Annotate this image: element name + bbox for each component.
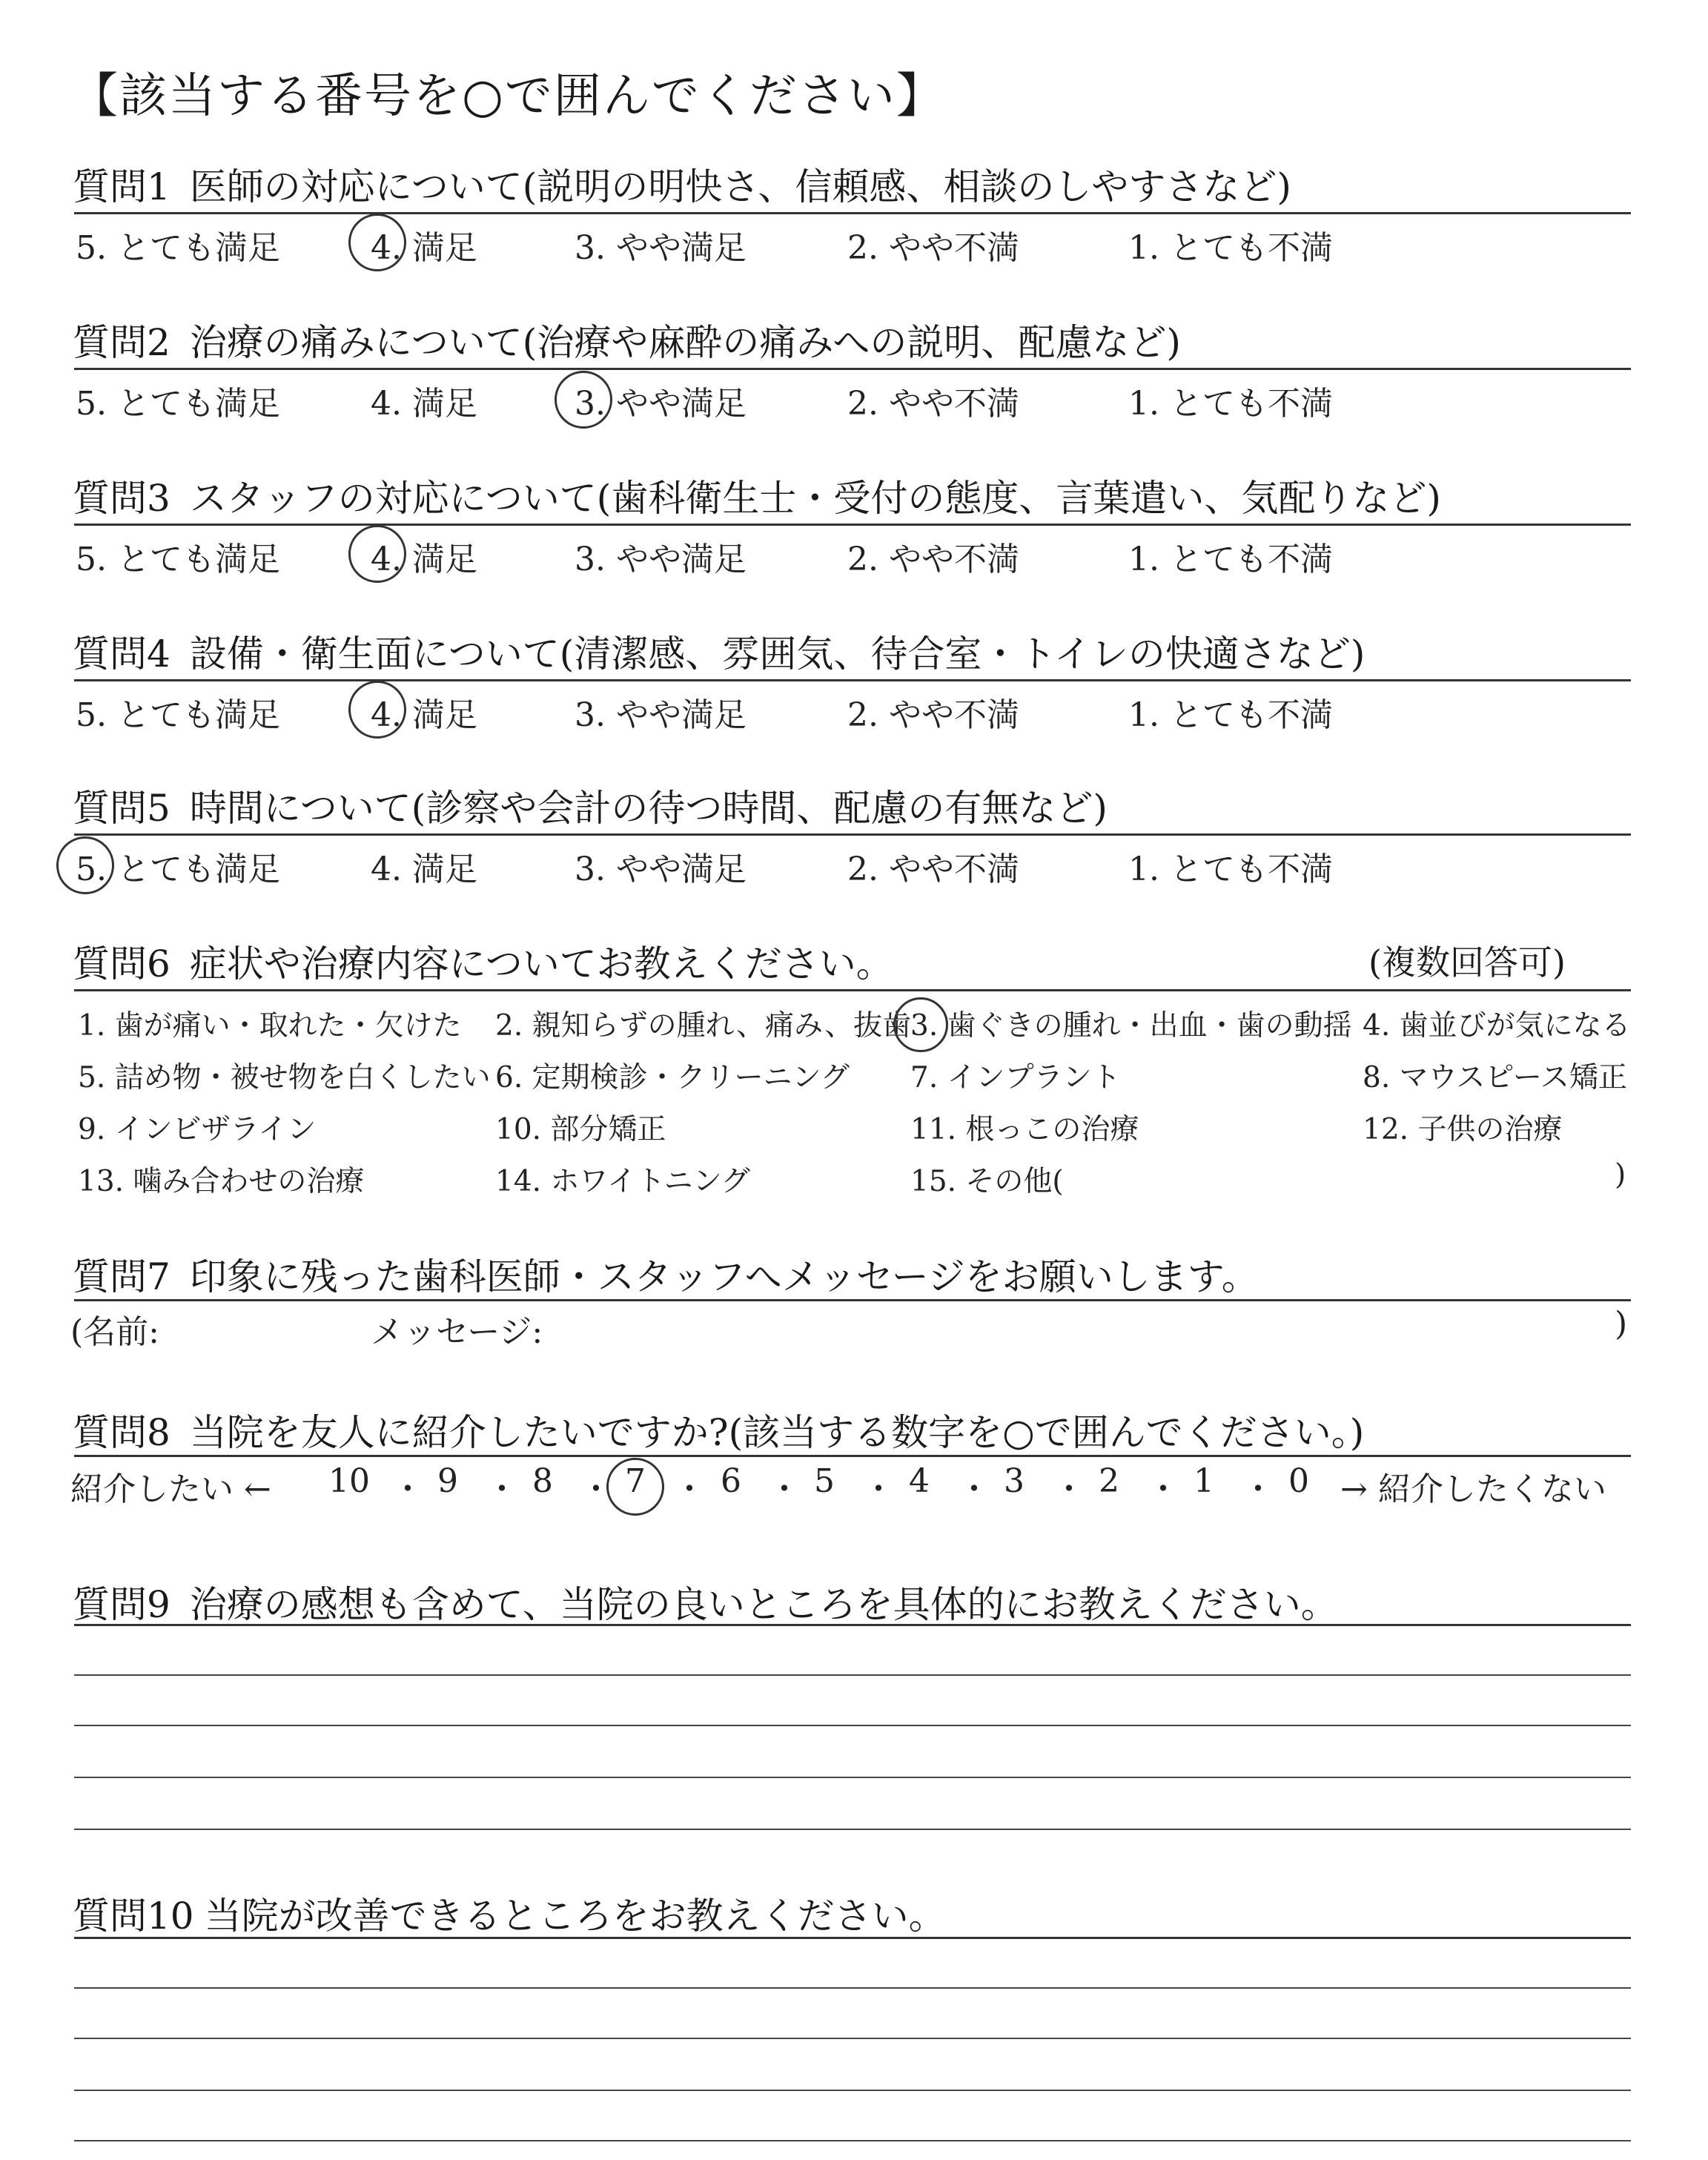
q8-scale-9[interactable]: 9 (437, 1462, 458, 1500)
q8-scale-8[interactable]: 8 (532, 1462, 553, 1500)
q3-option-2[interactable]: 2. やや不満 (847, 541, 1019, 578)
q1-option-4[interactable]: 4. 満足 (371, 229, 477, 267)
q4-option-1[interactable]: 1. とても不満 (1128, 696, 1333, 734)
q1-option-3[interactable]: 3. やや満足 (575, 229, 747, 267)
q5-rule (74, 833, 1631, 836)
q1-number: 質問1 (73, 165, 171, 208)
q10-writing-line[interactable] (74, 1987, 1631, 1989)
q2-option-3[interactable]: 3. やや満足 (575, 385, 747, 423)
q6-option-1[interactable]: 1. 歯が痛い・取れた・欠けた (78, 1009, 462, 1043)
q5-option-3[interactable]: 3. やや満足 (575, 851, 747, 888)
q6-text: 症状や治療内容についてお教えください。 (189, 942, 893, 985)
q6-option-10[interactable]: 10. 部分矯正 (495, 1113, 666, 1146)
q3-rule (74, 524, 1631, 526)
q8-scale-3[interactable]: 3 (1004, 1462, 1025, 1500)
q8-scale-dot: ・ (580, 1470, 612, 1508)
q6-option-12[interactable]: 12. 子供の治療 (1363, 1113, 1563, 1146)
q6-option-11[interactable]: 11. 根っこの治療 (910, 1113, 1139, 1146)
q2-option-2[interactable]: 2. やや不満 (847, 385, 1019, 423)
q6-option-2[interactable]: 2. 親知らずの腫れ、痛み、抜歯 (495, 1009, 912, 1043)
q4-text: 設備・衛生面について(清潔感、雰囲気、待合室・トイレの快適さなど) (189, 633, 1366, 676)
q8-scale-dot: ・ (1147, 1470, 1179, 1508)
q3-number: 質問3 (73, 477, 171, 520)
q8-scale-dot: ・ (768, 1470, 801, 1508)
q3-option-1[interactable]: 1. とても不満 (1128, 541, 1333, 578)
q6-option-8[interactable]: 8. マウスピース矯正 (1363, 1061, 1627, 1094)
q7-text: 印象に残った歯科医師・スタッフへメッセージをお願いします。 (189, 1255, 1259, 1298)
q8-scale-10[interactable]: 10 (328, 1462, 370, 1500)
q6-option-5[interactable]: 5. 詰め物・被せ物を白くしたい (78, 1061, 491, 1094)
q10-writing-line[interactable] (74, 2140, 1631, 2141)
q2-title (73, 313, 1181, 366)
q9-writing-line[interactable] (74, 1674, 1631, 1676)
q8-scale-dot: ・ (862, 1470, 895, 1508)
q8-scale-6[interactable]: 6 (721, 1462, 741, 1500)
q9-rule (74, 1624, 1631, 1626)
q6-option-9[interactable]: 9. インビザライン (78, 1113, 317, 1146)
q6-rule (74, 989, 1631, 991)
q8-scale-dot: ・ (391, 1470, 424, 1508)
q6-option-13[interactable]: 13. 噛み合わせの治療 (78, 1165, 365, 1198)
q7-name-label: (名前: (70, 1313, 159, 1351)
q9-writing-line[interactable] (74, 1777, 1631, 1778)
q3-option-4[interactable]: 4. 満足 (371, 541, 477, 578)
q8-scale-1[interactable]: 1 (1194, 1462, 1214, 1500)
q4-number: 質問4 (73, 633, 171, 676)
q8-right-label: → 紹介したくない (1340, 1470, 1606, 1508)
q4-option-2[interactable]: 2. やや不満 (847, 696, 1019, 734)
q8-scale-4[interactable]: 4 (909, 1462, 930, 1500)
q8-scale-dot: ・ (673, 1470, 706, 1508)
q5-number: 質問5 (73, 787, 171, 830)
q2-option-1[interactable]: 1. とても不満 (1128, 385, 1333, 423)
q8-scale-0[interactable]: 0 (1288, 1462, 1309, 1500)
q6-option-3[interactable]: 3. 歯ぐきの腫れ・出血・歯の動揺 (910, 1009, 1352, 1043)
q1-option-1[interactable]: 1. とても不満 (1128, 229, 1333, 267)
q2-number: 質問2 (73, 321, 171, 364)
q7-close-paren: ) (1615, 1305, 1628, 1343)
q10-writing-line[interactable] (74, 2038, 1631, 2039)
q7-message-label: メッセージ: (371, 1313, 543, 1351)
q6-number: 質問6 (73, 942, 171, 985)
q8-scale-2[interactable]: 2 (1099, 1462, 1119, 1500)
q5-option-2[interactable]: 2. やや不満 (847, 851, 1019, 888)
q8-scale-dot: ・ (486, 1470, 518, 1508)
q3-option-5[interactable]: 5. とても満足 (76, 541, 280, 578)
q4-option-5[interactable]: 5. とても満足 (76, 696, 280, 734)
q8-left-label: 紹介したい ← (70, 1470, 271, 1508)
q10-title (73, 1886, 946, 1940)
q5-option-5[interactable]: 5. とても満足 (76, 851, 280, 888)
q4-rule (74, 679, 1631, 681)
q8-scale-dot: ・ (1242, 1470, 1274, 1508)
q9-writing-line[interactable] (74, 1725, 1631, 1726)
q3-option-3[interactable]: 3. やや満足 (575, 541, 747, 578)
q4-option-4[interactable]: 4. 満足 (371, 696, 477, 734)
q2-option-5[interactable]: 5. とても満足 (76, 385, 280, 423)
q9-writing-line[interactable] (74, 1829, 1631, 1830)
q1-option-5[interactable]: 5. とても満足 (76, 229, 280, 267)
q6-option-15[interactable]: 15. その他( (910, 1165, 1064, 1198)
q7-title (73, 1247, 1259, 1301)
q8-scale-7[interactable]: 7 (625, 1462, 646, 1500)
q8-text: 当院を友人に紹介したいですか?(該当する数字を○で囲んでください。) (189, 1411, 1365, 1454)
q1-text: 医師の対応について(説明の明快さ、信頼感、相談のしやすさなど) (189, 165, 1291, 208)
q5-option-4[interactable]: 4. 満足 (371, 851, 477, 888)
q5-text: 時間について(診察や会計の待つ時間、配慮の有無など) (189, 787, 1108, 830)
q5-title (73, 779, 1108, 832)
q6-other-close-paren: ) (1615, 1158, 1626, 1192)
q2-text: 治療の痛みについて(治療や麻酔の痛みへの説明、配慮など) (189, 321, 1181, 364)
q8-scale-5[interactable]: 5 (814, 1462, 835, 1500)
q4-title (73, 624, 1365, 678)
q10-number: 質問10 (73, 1895, 194, 1938)
q8-number: 質問8 (73, 1411, 171, 1454)
q1-rule (74, 212, 1631, 214)
q2-rule (74, 368, 1631, 370)
q10-text: 当院が改善できるところをお教えください。 (204, 1895, 946, 1938)
q9-text: 治療の感想も含めて、当院の良いところを具体的にお教えください。 (189, 1583, 1338, 1626)
q7-rule (74, 1299, 1631, 1301)
q6-option-7[interactable]: 7. インプラント (910, 1061, 1121, 1094)
q6-option-4[interactable]: 4. 歯並びが気になる (1363, 1009, 1631, 1043)
q4-option-3[interactable]: 3. やや満足 (575, 696, 747, 734)
q7-number: 質問7 (73, 1255, 171, 1298)
q9-number: 質問9 (73, 1583, 171, 1626)
form-header: 【該当する番号を○で囲んでください】 (70, 69, 945, 124)
q10-rule (74, 1937, 1631, 1939)
q3-text: スタッフの対応について(歯科衛生士・受付の態度、言葉遣い、気配りなど) (189, 477, 1441, 520)
q5-option-1[interactable]: 1. とても不満 (1128, 851, 1333, 888)
q8-scale-dot: ・ (958, 1470, 990, 1508)
q6-option-14[interactable]: 14. ホワイトニング (495, 1165, 750, 1198)
q1-title (73, 157, 1291, 211)
q8-scale-dot: ・ (1053, 1470, 1085, 1508)
q10-writing-line[interactable] (74, 2090, 1631, 2091)
q3-title (73, 469, 1441, 522)
q1-option-2[interactable]: 2. やや不満 (847, 229, 1019, 267)
q6-option-6[interactable]: 6. 定期検診・クリーニング (495, 1061, 850, 1094)
q6-multiple-answers-note: (複数回答可) (1368, 942, 1566, 982)
q9-title (73, 1575, 1338, 1628)
q6-title (73, 934, 893, 988)
q8-rule (74, 1455, 1631, 1457)
q2-option-4[interactable]: 4. 満足 (371, 385, 477, 423)
q8-title (73, 1403, 1364, 1456)
